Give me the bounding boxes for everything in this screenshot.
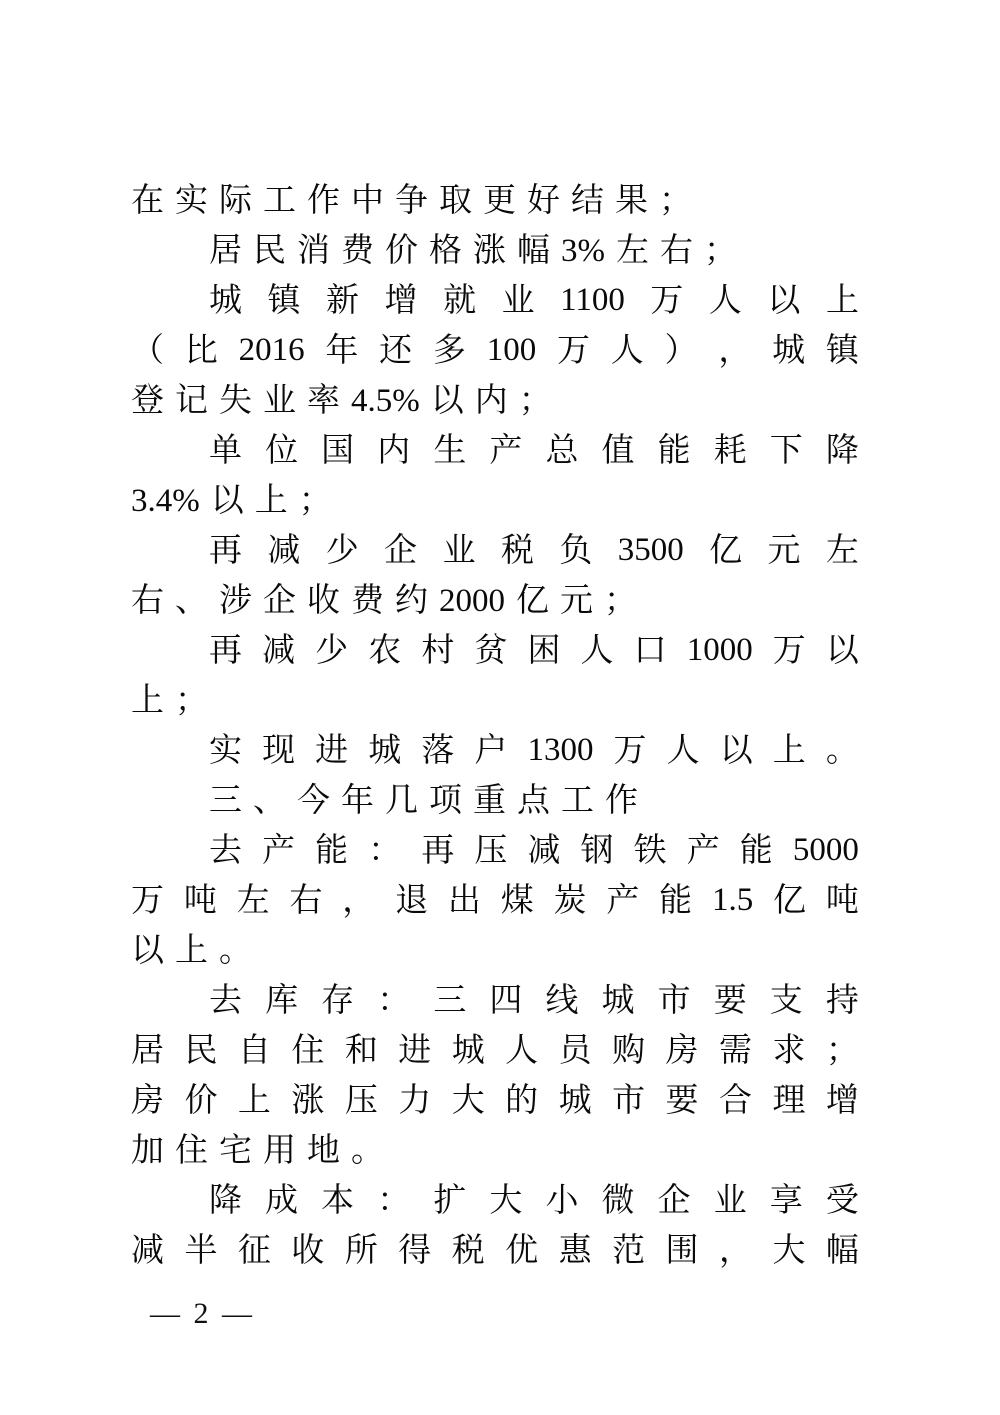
glyph: ， xyxy=(342,881,376,918)
glyph: 少 xyxy=(315,631,349,668)
glyph: 大 xyxy=(451,1081,485,1118)
han-run: 加住宅用地。 xyxy=(131,1131,395,1168)
han-run: 在实际工作中争取更好结果； xyxy=(131,181,703,218)
glyph: 产 xyxy=(686,831,720,868)
glyph: 人 xyxy=(708,281,742,318)
numeric-run: 4.5% xyxy=(351,383,420,419)
glyph: 和 xyxy=(344,1031,378,1068)
han-run: 以上。 xyxy=(131,931,263,968)
glyph: 农 xyxy=(368,631,402,668)
glyph: 以 xyxy=(825,631,859,668)
text-line xyxy=(131,975,859,1025)
glyph: 困 xyxy=(527,631,561,668)
han-run: 居民消费价格涨幅 xyxy=(209,231,561,268)
han-run: 亿元； xyxy=(516,581,648,618)
glyph: 降 xyxy=(209,1181,242,1218)
glyph: 负 xyxy=(559,531,593,568)
glyph: 能 xyxy=(659,881,693,918)
han-run: 三、今年几项重点工作 xyxy=(209,781,649,818)
text-line xyxy=(131,575,859,625)
han-run: 以上； xyxy=(210,481,343,518)
text-line xyxy=(131,625,859,675)
glyph: 退 xyxy=(395,881,429,918)
text-line xyxy=(131,225,859,275)
glyph: 惠 xyxy=(558,1231,592,1268)
glyph: 本 xyxy=(321,1181,355,1218)
glyph: 四 xyxy=(489,981,523,1018)
glyph: 三 xyxy=(433,981,467,1018)
glyph: 多 xyxy=(432,331,466,368)
glyph: 合 xyxy=(718,1081,752,1118)
text-line xyxy=(131,1025,859,1075)
glyph: 征 xyxy=(237,1231,271,1268)
glyph: 左 xyxy=(236,881,270,918)
text-line xyxy=(131,275,859,325)
glyph: 上 xyxy=(825,281,859,318)
glyph: 去 xyxy=(209,981,242,1018)
glyph: 民 xyxy=(184,1031,218,1068)
numeric-run: 2000 xyxy=(439,583,505,619)
glyph: 减 xyxy=(262,631,296,668)
glyph: 左 xyxy=(825,531,859,568)
glyph: 口 xyxy=(633,631,667,668)
glyph: 去 xyxy=(209,831,242,868)
text-line xyxy=(131,1075,859,1125)
glyph: 持 xyxy=(825,981,859,1018)
glyph: 业 xyxy=(713,1181,747,1218)
glyph: 炭 xyxy=(553,881,587,918)
glyph: 价 xyxy=(184,1081,218,1118)
text-line xyxy=(131,775,859,825)
glyph: 购 xyxy=(612,1031,646,1068)
text-line xyxy=(131,525,859,575)
glyph: 要 xyxy=(665,1081,699,1118)
glyph: 得 xyxy=(398,1231,432,1268)
glyph: 。 xyxy=(825,731,859,768)
glyph: 上 xyxy=(772,731,806,768)
glyph: 吨 xyxy=(183,881,217,918)
glyph: 线 xyxy=(545,981,579,1018)
glyph: 比 xyxy=(184,331,218,368)
text-line xyxy=(131,475,859,525)
glyph: 税 xyxy=(500,531,534,568)
glyph: 产 xyxy=(606,881,640,918)
text-line xyxy=(131,675,859,725)
glyph: 再 xyxy=(209,631,242,668)
glyph: 享 xyxy=(769,1181,803,1218)
text-line xyxy=(131,425,859,475)
glyph: 人 xyxy=(666,731,700,768)
glyph: 减 xyxy=(131,1231,164,1268)
glyph: 万 xyxy=(772,631,806,668)
glyph: 需 xyxy=(718,1031,752,1068)
glyph: 居 xyxy=(131,1031,164,1068)
glyph: 扩 xyxy=(433,1181,467,1218)
han-run: 以内； xyxy=(430,381,563,418)
glyph: 大 xyxy=(489,1181,523,1218)
glyph: 成 xyxy=(265,1181,299,1218)
glyph: 税 xyxy=(451,1231,485,1268)
glyph: ， xyxy=(718,1231,752,1268)
glyph: 市 xyxy=(657,981,691,1018)
glyph: 镇 xyxy=(825,331,859,368)
glyph: 人 xyxy=(580,631,614,668)
glyph: 涨 xyxy=(291,1081,325,1118)
glyph: 进 xyxy=(398,1031,432,1068)
han-run: 上； xyxy=(131,681,219,718)
numeric-run: 3% xyxy=(561,233,605,269)
glyph: 少 xyxy=(325,531,359,568)
glyph: 业 xyxy=(501,281,535,318)
text-line xyxy=(131,175,859,225)
glyph: 产 xyxy=(262,831,296,868)
glyph: （ xyxy=(131,331,164,368)
glyph: 压 xyxy=(474,831,508,868)
glyph: 进 xyxy=(315,731,349,768)
glyph: 就 xyxy=(443,281,477,318)
glyph: 能 xyxy=(657,431,691,468)
glyph: 房 xyxy=(131,1081,164,1118)
glyph: 以 xyxy=(719,731,753,768)
glyph: 半 xyxy=(184,1231,218,1268)
glyph: 自 xyxy=(237,1031,271,1068)
glyph: 优 xyxy=(505,1231,539,1268)
glyph: 下 xyxy=(769,431,803,468)
glyph: 实 xyxy=(209,731,242,768)
glyph: 户 xyxy=(474,731,508,768)
glyph: 吨 xyxy=(825,881,859,918)
glyph: 幅 xyxy=(825,1231,859,1268)
glyph: 现 xyxy=(262,731,296,768)
numeric-run: 3500 xyxy=(617,532,684,568)
glyph: 煤 xyxy=(500,881,534,918)
glyph: 位 xyxy=(265,431,299,468)
glyph: 所 xyxy=(344,1231,378,1268)
text-line xyxy=(131,1125,859,1175)
glyph: ： xyxy=(377,981,411,1018)
glyph: 以 xyxy=(767,281,801,318)
glyph: 出 xyxy=(447,881,481,918)
glyph: 人 xyxy=(505,1031,539,1068)
numeric-run: 1.5 xyxy=(711,882,754,918)
glyph: 城 xyxy=(451,1031,485,1068)
text-line xyxy=(131,325,859,375)
han-run: 登记失业率 xyxy=(131,381,351,418)
glyph: 万 xyxy=(650,281,684,318)
glyph: 万 xyxy=(131,881,164,918)
glyph: 增 xyxy=(384,281,418,318)
glyph: 城 xyxy=(558,1081,592,1118)
glyph: 增 xyxy=(825,1081,859,1118)
glyph: 万 xyxy=(613,731,647,768)
glyph: 企 xyxy=(384,531,418,568)
glyph: 落 xyxy=(421,731,455,768)
glyph: 理 xyxy=(772,1081,806,1118)
glyph: ； xyxy=(825,1031,859,1068)
glyph: 右 xyxy=(289,881,323,918)
page-number-footer: — 2 — xyxy=(150,1297,255,1330)
glyph: 员 xyxy=(558,1031,592,1068)
glyph: 微 xyxy=(601,1181,635,1218)
han-run: 左右； xyxy=(616,231,748,268)
glyph: 年 xyxy=(325,331,359,368)
glyph: 再 xyxy=(421,831,455,868)
glyph: ： xyxy=(377,1181,411,1218)
glyph: 要 xyxy=(713,981,747,1018)
glyph: 镇 xyxy=(267,281,301,318)
glyph: 还 xyxy=(379,331,413,368)
glyph: 新 xyxy=(326,281,360,318)
glyph: 业 xyxy=(442,531,476,568)
glyph: 总 xyxy=(545,431,579,468)
text-line xyxy=(131,725,859,775)
glyph: 产 xyxy=(489,431,523,468)
glyph: 贫 xyxy=(474,631,508,668)
glyph: 受 xyxy=(825,1181,859,1218)
glyph: ， xyxy=(718,331,752,368)
numeric-run: 1100 xyxy=(560,282,625,318)
text-line xyxy=(131,375,859,425)
glyph: 降 xyxy=(825,431,859,468)
numeric-run: 1300 xyxy=(527,732,594,768)
glyph: 元 xyxy=(767,531,801,568)
glyph: 压 xyxy=(344,1081,378,1118)
glyph: 国 xyxy=(321,431,355,468)
glyph: 铁 xyxy=(633,831,667,868)
glyph: 万 xyxy=(556,331,590,368)
glyph: 城 xyxy=(209,281,242,318)
glyph: 再 xyxy=(209,531,242,568)
glyph: 支 xyxy=(769,981,803,1018)
glyph: 亿 xyxy=(773,881,806,918)
glyph: 求 xyxy=(772,1031,806,1068)
numeric-run: 3.4% xyxy=(131,483,200,519)
glyph: 生 xyxy=(433,431,467,468)
glyph: 围 xyxy=(665,1231,699,1268)
glyph: 房 xyxy=(665,1031,699,1068)
numeric-run: 1000 xyxy=(686,632,753,668)
glyph: 能 xyxy=(739,831,773,868)
numeric-run: 5000 xyxy=(792,832,859,868)
glyph: 耗 xyxy=(713,431,747,468)
numeric-run: 100 xyxy=(486,332,537,368)
glyph: 住 xyxy=(291,1031,325,1068)
glyph: 力 xyxy=(398,1081,432,1118)
glyph: ） xyxy=(664,331,698,368)
glyph: 亿 xyxy=(709,531,743,568)
glyph: 小 xyxy=(545,1181,579,1218)
text-line xyxy=(131,1175,859,1225)
numeric-run: 2016 xyxy=(238,332,305,368)
glyph: 钢 xyxy=(580,831,614,868)
glyph: 减 xyxy=(267,531,301,568)
glyph: 企 xyxy=(657,1181,691,1218)
glyph: 城 xyxy=(601,981,635,1018)
text-line xyxy=(131,1225,859,1275)
glyph: 能 xyxy=(315,831,349,868)
glyph: 值 xyxy=(601,431,635,468)
glyph: 市 xyxy=(612,1081,646,1118)
glyph: 减 xyxy=(527,831,561,868)
glyph: 收 xyxy=(291,1231,325,1268)
glyph: 上 xyxy=(237,1081,271,1118)
glyph: 范 xyxy=(612,1231,646,1268)
glyph: 城 xyxy=(772,331,806,368)
glyph: ： xyxy=(368,831,402,868)
han-run: 右、涉企收费约 xyxy=(131,581,439,618)
glyph: 内 xyxy=(377,431,411,468)
text-line xyxy=(131,875,859,925)
document-text-body xyxy=(131,175,859,1275)
glyph: 单 xyxy=(209,431,242,468)
glyph: 存 xyxy=(321,981,355,1018)
text-line xyxy=(131,925,859,975)
glyph: 村 xyxy=(421,631,455,668)
text-line xyxy=(131,825,859,875)
glyph: 城 xyxy=(368,731,402,768)
glyph: 人 xyxy=(610,331,644,368)
glyph: 的 xyxy=(505,1081,539,1118)
glyph: 大 xyxy=(772,1231,806,1268)
glyph: 库 xyxy=(265,981,299,1018)
